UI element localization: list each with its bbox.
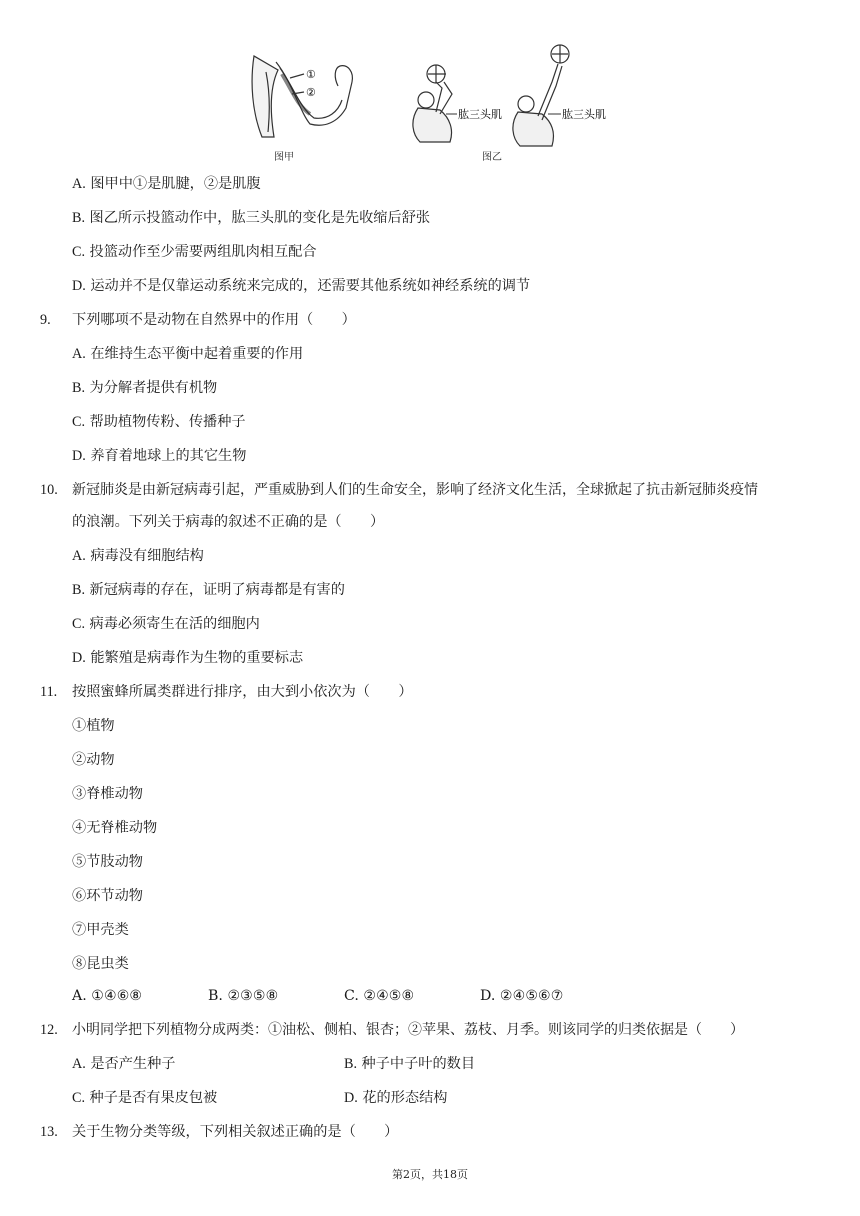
q11-item: ④无脊椎动物: [72, 820, 158, 836]
q11-item: ⑥环节动物: [72, 888, 143, 904]
option-letter: B.: [344, 1056, 358, 1072]
q13-number: 13.: [40, 1124, 58, 1140]
option-letter: C.: [72, 616, 86, 632]
option-text: 为分解者提供有机物: [89, 380, 218, 396]
q13-stem: 关于生物分类等级，下列相关叙述正确的是（ ）: [72, 1124, 399, 1140]
option-text: 是否产生种子: [90, 1056, 176, 1072]
option-text: 花的形态结构: [362, 1090, 448, 1106]
figure-a-arm: [252, 56, 352, 137]
option-text: 投篮动作至少需要两组肌肉相互配合: [89, 244, 317, 260]
q12-stem: 小明同学把下列植物分成两类：①油松、侧柏、银杏；②苹果、荔枝、月季。则该同学的归类依据是（ ）: [72, 1022, 744, 1038]
q12-option-c: [72, 1088, 217, 1108]
q11-choice-d: D. ②④⑤⑥⑦: [480, 988, 564, 1004]
muscle-label-1: 肱三头肌: [458, 108, 502, 121]
q8-option-b: [72, 208, 430, 228]
q12-option-b: [344, 1054, 475, 1074]
option-text: 病毒没有细胞结构: [90, 548, 204, 564]
q9-option-b: [72, 378, 217, 398]
option-letter: B.: [72, 380, 86, 396]
q11-item: ⑦甲壳类: [72, 922, 129, 938]
option-text: 新冠病毒的存在，证明了病毒都是有害的: [89, 582, 345, 598]
q12-option-d: [344, 1088, 447, 1108]
option-text: 能繁殖是病毒作为生物的重要标志: [90, 650, 304, 666]
option-letter: D.: [72, 278, 86, 294]
option-text: 在维持生态平衡中起着重要的作用: [90, 346, 304, 362]
q9-option-c: [72, 412, 246, 432]
arm-muscle-illustration: [240, 42, 620, 167]
q11-choice-c: C. ②④⑤⑧: [344, 988, 415, 1004]
q8-option-a: [72, 174, 261, 194]
option-text: 图甲中①是肌腱，②是肌腹: [90, 176, 261, 192]
option-text: 病毒必须寄生在活的细胞内: [89, 616, 260, 632]
q8-option-d: [72, 276, 530, 296]
option-letter: D.: [344, 1090, 358, 1106]
q11-item: ⑧昆虫类: [72, 956, 129, 972]
option-letter: D.: [72, 650, 86, 666]
q10-option-d: [72, 648, 303, 668]
option-letter: B.: [72, 582, 86, 598]
option-letter: C.: [72, 1090, 86, 1106]
option-text: 种子中子叶的数目: [361, 1056, 476, 1072]
q11-item: ③脊椎动物: [72, 786, 143, 802]
q10-option-b: [72, 580, 345, 600]
q10-stem-line2: 的浪潮。下列关于病毒的叙述不正确的是（ ）: [72, 514, 385, 530]
option-text: 养育着地球上的其它生物: [90, 448, 247, 464]
q9-number: 9.: [40, 312, 51, 328]
q11-item: ①植物: [72, 718, 115, 734]
figure-b-player-1: [413, 65, 452, 142]
option-letter: D.: [72, 448, 86, 464]
q9-option-a: [72, 344, 303, 364]
q12-number: 12.: [40, 1022, 58, 1038]
option-text: 种子是否有果皮包被: [89, 1090, 218, 1106]
q11-choice-b: B. ②③⑤⑧: [208, 988, 279, 1004]
q12-option-a: [72, 1054, 175, 1074]
q9-stem: 下列哪项不是动物在自然界中的作用（ ）: [72, 312, 356, 328]
muscle-label-2: 肱三头肌: [562, 108, 606, 121]
q11-stem: 按照蜜蜂所属类群进行排序，由大到小依次为（ ）: [72, 684, 413, 700]
marker-2: ②: [306, 86, 316, 99]
q8-option-c: [72, 242, 317, 262]
marker-1: ①: [306, 68, 316, 81]
option-letter: C.: [72, 244, 86, 260]
page-footer: 第2页，共18页: [392, 1168, 468, 1181]
q10-option-c: [72, 614, 260, 634]
q11-item: ②动物: [72, 752, 115, 768]
q11-item: ⑤节肢动物: [72, 854, 143, 870]
option-letter: A.: [72, 548, 86, 564]
q10-option-a: [72, 546, 204, 566]
q10-number: 10.: [40, 482, 58, 498]
option-letter: C.: [72, 414, 86, 430]
option-text: 图乙所示投篮动作中，肱三头肌的变化是先收缩后舒张: [89, 210, 431, 226]
figure-b-player-2: [513, 45, 569, 146]
q10-stem-line1: 新冠肺炎是由新冠病毒引起，严重威胁到人们的生命安全，影响了经济文化生活，全球掀起了抗击新冠肺炎疫情: [72, 482, 758, 498]
caption-b: 图乙: [482, 152, 502, 163]
q11-number: 11.: [40, 684, 58, 700]
option-text: 运动并不是仅靠运动系统来完成的，还需要其他系统如神经系统的调节: [90, 278, 531, 294]
option-letter: B.: [72, 210, 86, 226]
option-letter: A.: [72, 176, 86, 192]
caption-a: 图甲: [274, 152, 294, 163]
muscle-figure: [240, 42, 620, 167]
option-letter: A.: [72, 1056, 86, 1072]
option-text: 帮助植物传粉、传播种子: [89, 414, 246, 430]
q11-choice-a: A. ①④⑥⑧: [72, 988, 143, 1004]
q9-option-d: [72, 446, 246, 466]
option-letter: A.: [72, 346, 86, 362]
